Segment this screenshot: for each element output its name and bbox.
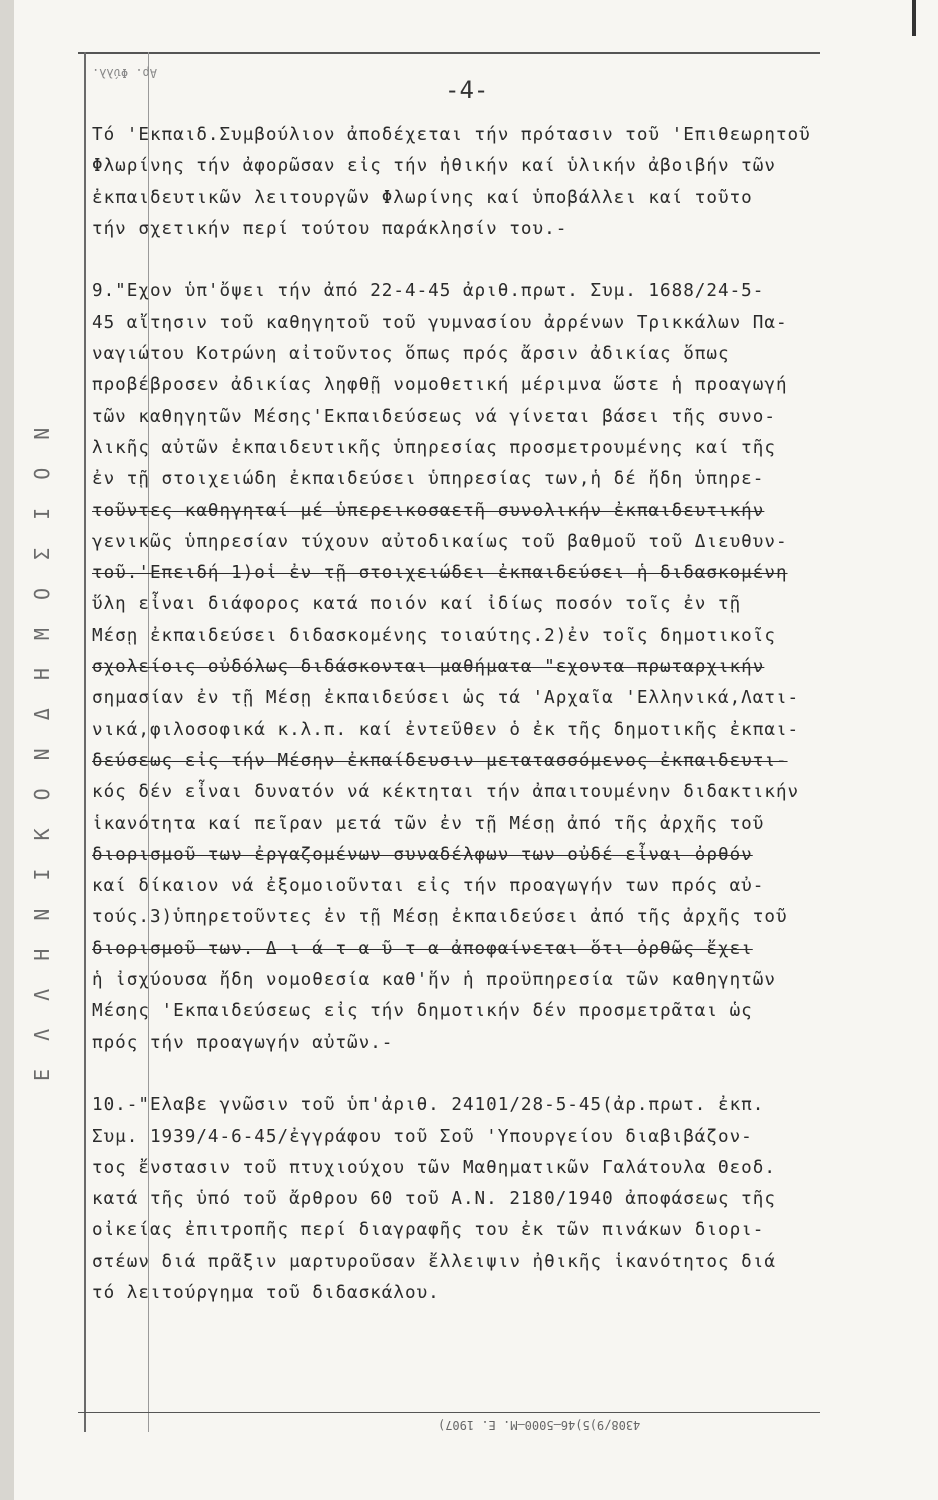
text-line: Τό 'Εκπαιδ.Συμβούλιον ἀποδέχεται τήν πρότασιν τοῦ 'Επιθεωρητοῦ [92,125,811,145]
text-line: Φλωρίνης τήν ἀφορῶσαν εἰς τήν ἠθικήν καί ὑλικήν ἀβοιβήν τῶν [92,156,776,177]
text-line: σημασίαν ἐν τῇ Μέσῃ ἐκπαιδεύσει ὡς τά 'Αρχαῖα 'Ελληνικά,Λατι- [92,688,800,709]
text-line: τῶν καθηγητῶν Μέσης'Εκπαιδεύσεως νά γίνεται βάσει τῆς συνο- [92,406,776,427]
text-line: Μέσῃ ἐκπαιδεύσει διδασκομένης τοιαύτης.2)ἐν τοῖς δημοτικοῖς [92,625,776,646]
text-line: στέων διά πρᾶξιν μαρτυροῦσαν ἔλλειψιν ἠθικῆς ἱκανότητος διά [92,1251,776,1272]
text-line: ναγιώτου Κοτρώνη αἰτοῦντος ὅπως πρός ἄρσιν ἀδικίας ὅπως [92,344,730,365]
text-line: ὕλη εἶναι διάφορος κατά ποιόν καί ἰδίως ποσόν τοῖς ἐν τῇ [92,594,742,615]
paragraph-10 [92,1090,902,1309]
text-line: ἐκπαιδευτικῶν λειτουργῶν Φλωρίνης καί ὑποβάλλει καί τοῦτο [92,187,753,208]
text-line: 9."Εχον ὑπ'ὄψει τήν ἀπό 22-4-45 ἀριθ.πρωτ. Συμ. 1688/24-5- [92,281,765,302]
text-line: νικά,φιλοσοφικά κ.λ.π. καί ἐντεῦθεν ὁ ἐκ τῆς δημοτικῆς ἐκπαι- [92,719,800,740]
text-line: τό λειτούργημα τοῦ διδασκάλου. [92,1282,440,1303]
text-line: σχολείοις οὐδόλως διδάσκονται μαθήματα "εχοντα πρωταρχικήν [92,657,765,678]
corner-note: Αρ. Φύλλ. [92,66,158,80]
text-line: δεύσεως εἰς τήν Μέσην ἐκπαίδευσιν μετατασσόμενος ἐκπαιδευτι- [92,750,788,771]
text-line: 45 αἴτησιν τοῦ καθηγητοῦ τοῦ γυμνασίου ἀρρένων Τρικκάλων Πα- [92,312,788,333]
text-line: διορισμοῦ των. Δ ι ά τ α ῦ τ α ἀποφαίνεται ὅτι ὀρθῶς ἔχει [92,938,753,959]
margin-line [84,52,86,1432]
text-line: ἐν τῇ στοιχειώδη ἐκπαιδεύσει ὑπηρεσίας των,ἡ δέ ἤδη ὑπηρε- [92,469,765,490]
page-number: -4- [445,76,489,104]
text-line: λικῆς αὐτῶν ἐκπαιδευτικῆς ὑπηρεσίας προσμετρουμένης καί τῆς [92,437,776,458]
text-line: διορισμοῦ των ἐργαζομένων συναδέλφων των οὐδέ εἶναι ὀρθόν [92,844,753,865]
text-line: πρός τήν προαγωγήν αὐτῶν.- [92,1032,394,1053]
text-line: τος ἔνστασιν τοῦ πτυχιούχου τῶν Μαθηματικῶν Γαλάτουλα Θεοδ. [92,1157,776,1178]
text-line: Συμ. 1939/4-6-45/ἐγγράφου τοῦ Σοῦ 'Υπουργείου διαβιβάζον- [92,1126,753,1147]
text-line: προβέβροσεν ἀδικίας ληφθῇ νομοθετική μέριμνα ὥστε ἡ προαγωγή [92,375,788,396]
text-line: 10.-"Ελαβε γνῶσιν τοῦ ὑπ'ἀριθ. 24101/28-5-45(ἀρ.πρωτ. ἐκπ. [92,1095,765,1116]
text-line: ἱκανότητα καί πεῖραν μετά τῶν ἐν τῇ Μέσῃ ἀπό τῆς ἀρχῆς τοῦ [92,813,765,834]
paragraph-1 [92,120,902,245]
text-line: τήν σχετικήν περί τούτου παράκλησίν του.- [92,218,568,239]
print-code: 4308/9)5)46—5000—Μ. Ε. 1907) [438,1418,641,1432]
text-line: τοῦντες καθηγηταί μέ ὑπερεικοσαετῆ συνολικήν ἐκπαιδευτικήν [92,500,765,521]
text-line: τούς.3)ὑπηρετοῦντες ἐν τῇ Μέσῃ ἐκπαιδεύσει ἀπό τῆς ἀρχῆς τοῦ [92,907,788,928]
bottom-rule [78,1412,820,1413]
text-line: τοῦ.'Επειδή 1)οἱ ἐν τῇ στοιχειώδει ἐκπαιδεύσει ἡ διδασκομένη [92,563,788,584]
top-rule [78,52,820,54]
text-line: Μέσης 'Εκπαιδεύσεως εἰς τήν δημοτικήν δέν προσμετρᾶται ὡς [92,1001,753,1022]
text-line: καί δίκαιον νά ἐξομοιοῦνται εἰς τήν προαγωγήν των πρός αὐ- [92,876,765,897]
text-line: κός δέν εἶναι δυνατόν νά κέκτηται τήν ἀπαιτουμένην διδακτικήν [92,782,800,803]
body-text [92,120,902,1309]
paragraph-9 [92,276,902,1058]
text-line: ἡ ἰσχύουσα ἤδη νομοθεσία καθ'ἥν ἡ προϋπηρεσία τῶν καθηγητῶν [92,970,776,991]
text-line: κατά τῆς ὑπό τοῦ ἄρθρου 60 τοῦ Α.Ν. 2180/1940 ἀποφάσεως τῆς [92,1189,776,1210]
text-line: γενικῶς ὑπηρεσίαν τύχουν αὐτοδικαίως τοῦ βαθμοῦ τοῦ Διευθυν- [92,531,788,552]
text-line: οἰκείας ἐπιτροπῆς περί διαγραφῆς του ἐκ τῶν πινάκων διορι- [92,1220,765,1241]
spine-text: Ε Λ Λ Η Ν Ι Κ Ο Ν Δ Η Μ Ο Σ Ι Ο Ν [30,419,54,1081]
edge-mark [912,0,916,36]
